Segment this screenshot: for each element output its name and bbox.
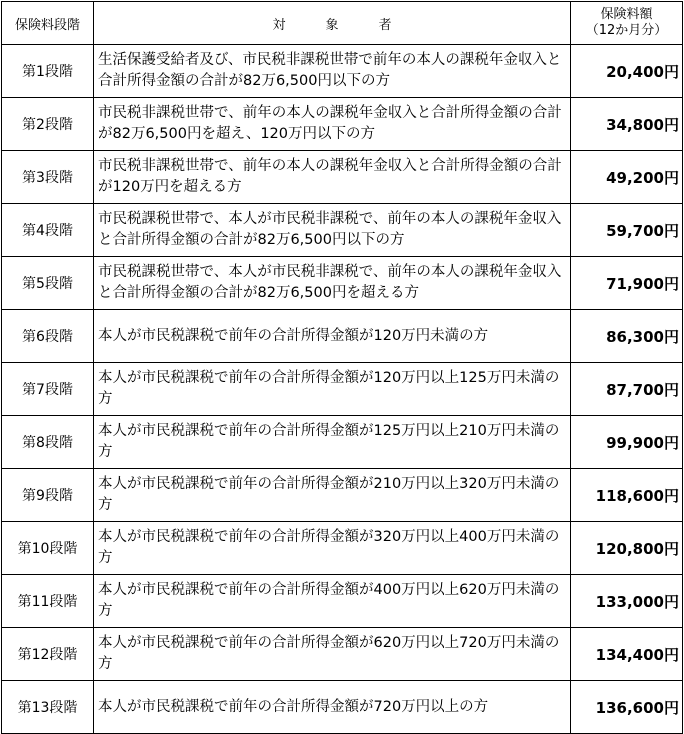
target-cell: 本人が市民税課税で前年の合計所得金額が210万円以上320万円未満の方 xyxy=(94,469,571,522)
target-cell: 市民税非課税世帯で、前年の本人の課税年金収入と合計所得金額の合計が82万6,500円を超え、120万円以下の方 xyxy=(94,98,571,151)
table-row xyxy=(2,310,683,363)
fee-cell: 20,400円 xyxy=(571,45,683,98)
target-cell: 本人が市民税課税で前年の合計所得金額が620万円以上720万円未満の方 xyxy=(94,628,571,681)
header-fee-line2: （12か月分） xyxy=(585,23,668,38)
fee-cell: 59,700円 xyxy=(571,204,683,257)
table-row xyxy=(2,257,683,310)
fee-cell: 86,300円 xyxy=(571,310,683,363)
target-cell: 市民税課税世帯で、本人が市民税非課税で、前年の本人の課税年金収入と合計所得金額の合計が82万6,500円を超える方 xyxy=(94,257,571,310)
target-cell: 市民税非課税世帯で、前年の本人の課税年金収入と合計所得金額の合計が120万円を超える方 xyxy=(94,151,571,204)
header-row xyxy=(2,2,683,45)
stage-cell: 第9段階 xyxy=(2,469,94,522)
stage-cell: 第8段階 xyxy=(2,416,94,469)
fee-cell: 99,900円 xyxy=(571,416,683,469)
target-cell: 本人が市民税課税で前年の合計所得金額が400万円以上620万円未満の方 xyxy=(94,575,571,628)
header-fee-line1: 保険料額 xyxy=(600,7,653,22)
header-stage: 保険料段階 xyxy=(2,2,94,45)
fee-cell: 136,600円 xyxy=(571,681,683,734)
fee-cell: 34,800円 xyxy=(571,98,683,151)
fee-cell: 87,700円 xyxy=(571,363,683,416)
target-cell: 生活保護受給者及び、市民税非課税世帯で前年の本人の課税年金収入と合計所得金額の合計が82万6,500円以下の方 xyxy=(94,45,571,98)
stage-cell: 第13段階 xyxy=(2,681,94,734)
table-row xyxy=(2,681,683,734)
stage-cell: 第2段階 xyxy=(2,98,94,151)
fee-cell: 71,900円 xyxy=(571,257,683,310)
fee-cell: 134,400円 xyxy=(571,628,683,681)
table-row xyxy=(2,575,683,628)
table-row xyxy=(2,416,683,469)
fee-cell: 120,800円 xyxy=(571,522,683,575)
stage-cell: 第4段階 xyxy=(2,204,94,257)
header-fee xyxy=(571,2,683,45)
stage-cell: 第10段階 xyxy=(2,522,94,575)
premium-table-container xyxy=(1,1,682,731)
table-row xyxy=(2,45,683,98)
target-cell: 本人が市民税課税で前年の合計所得金額が125万円以上210万円未満の方 xyxy=(94,416,571,469)
table-row xyxy=(2,522,683,575)
target-cell: 本人が市民税課税で前年の合計所得金額が720万円以上の方 xyxy=(94,681,571,734)
target-cell: 本人が市民税課税で前年の合計所得金額が120万円以上125万円未満の方 xyxy=(94,363,571,416)
table-row xyxy=(2,151,683,204)
table-row xyxy=(2,204,683,257)
fee-cell: 133,000円 xyxy=(571,575,683,628)
stage-cell: 第7段階 xyxy=(2,363,94,416)
fee-cell: 49,200円 xyxy=(571,151,683,204)
target-cell: 本人が市民税課税で前年の合計所得金額が320万円以上400万円未満の方 xyxy=(94,522,571,575)
stage-cell: 第11段階 xyxy=(2,575,94,628)
table-row xyxy=(2,469,683,522)
stage-cell: 第5段階 xyxy=(2,257,94,310)
stage-cell: 第6段階 xyxy=(2,310,94,363)
table-row xyxy=(2,363,683,416)
stage-cell: 第12段階 xyxy=(2,628,94,681)
header-target-label: 対象者 xyxy=(272,17,432,33)
table-row xyxy=(2,628,683,681)
header-target xyxy=(94,2,571,45)
table-row xyxy=(2,98,683,151)
stage-cell: 第1段階 xyxy=(2,45,94,98)
stage-cell: 第3段階 xyxy=(2,151,94,204)
target-cell: 市民税課税世帯で、本人が市民税非課税で、前年の本人の課税年金収入と合計所得金額の合計が82万6,500円以下の方 xyxy=(94,204,571,257)
fee-cell: 118,600円 xyxy=(571,469,683,522)
premium-table xyxy=(1,1,683,734)
target-cell: 本人が市民税課税で前年の合計所得金額が120万円未満の方 xyxy=(94,310,571,363)
